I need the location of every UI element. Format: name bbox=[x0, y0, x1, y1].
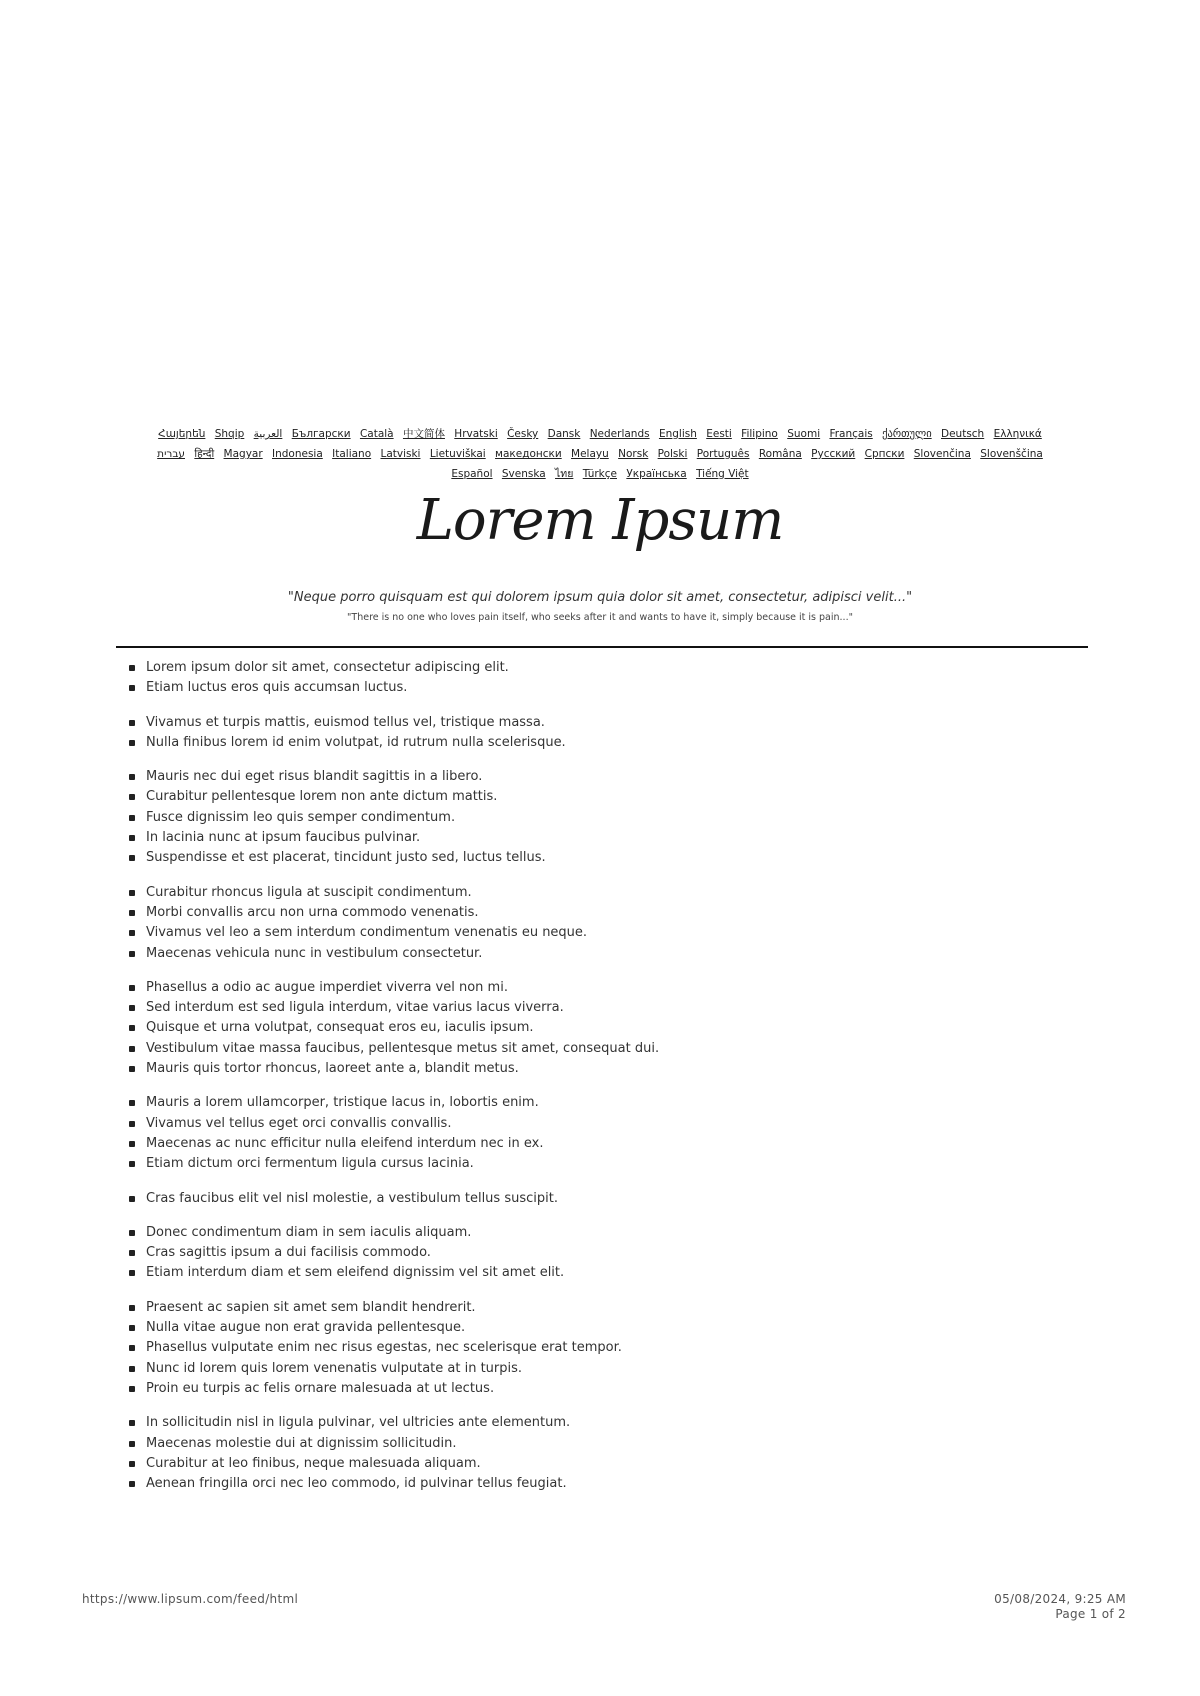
divider bbox=[116, 646, 1088, 648]
language-link[interactable]: Türkçe bbox=[582, 468, 617, 480]
bullet-list bbox=[116, 1223, 1076, 1284]
language-link[interactable]: Français bbox=[829, 428, 873, 440]
list-item: Etiam dictum orci fermentum ligula cursus lacinia. bbox=[146, 1154, 1076, 1174]
list-item: Cras sagittis ipsum a dui facilisis commodo. bbox=[146, 1243, 1076, 1263]
language-link[interactable]: हिन्दी bbox=[194, 448, 215, 460]
bullet-list bbox=[116, 883, 1076, 964]
list-item: Suspendisse et est placerat, tincidunt justo sed, luctus tellus. bbox=[146, 848, 1076, 868]
list-item: Vivamus vel tellus eget orci convallis convallis. bbox=[146, 1114, 1076, 1134]
language-link[interactable]: Suomi bbox=[787, 428, 821, 440]
language-link[interactable]: ქართული bbox=[882, 428, 932, 440]
language-link[interactable]: Indonesia bbox=[272, 448, 323, 460]
language-link[interactable]: Norsk bbox=[618, 448, 649, 460]
list-item: Nulla vitae augue non erat gravida pellentesque. bbox=[146, 1318, 1076, 1338]
list-item: Phasellus a odio ac augue imperdiet viverra vel non mi. bbox=[146, 978, 1076, 998]
language-link[interactable]: Português bbox=[696, 448, 750, 460]
bullet-list bbox=[116, 1189, 1076, 1209]
list-item: Curabitur at leo finibus, neque malesuada aliquam. bbox=[146, 1454, 1076, 1474]
list-item: Mauris nec dui eget risus blandit sagittis in a libero. bbox=[146, 767, 1076, 787]
language-link[interactable]: Româna bbox=[758, 448, 802, 460]
language-link[interactable]: Català bbox=[359, 428, 394, 440]
list-item: Fusce dignissim leo quis semper condimentum. bbox=[146, 808, 1076, 828]
footer-datetime: 05/08/2024, 9:25 AM bbox=[994, 1592, 1126, 1606]
list-item: Donec condimentum diam in sem iaculis aliquam. bbox=[146, 1223, 1076, 1243]
list-item: Praesent ac sapien sit amet sem blandit hendrerit. bbox=[146, 1298, 1076, 1318]
list-item: In lacinia nunc at ipsum faucibus pulvinar. bbox=[146, 828, 1076, 848]
list-item: Maecenas vehicula nunc in vestibulum consectetur. bbox=[146, 944, 1076, 964]
quote-translation: "There is no one who loves pain itself, who seeks after it and wants to have it, simply because it is pain..." bbox=[347, 612, 853, 623]
list-item: Sed interdum est sed ligula interdum, vitae varius lacus viverra. bbox=[146, 998, 1076, 1018]
list-item: Vivamus vel leo a sem interdum condimentum venenatis eu neque. bbox=[146, 923, 1076, 943]
language-link[interactable]: Dansk bbox=[547, 428, 581, 440]
language-link[interactable]: Italiano bbox=[332, 448, 372, 460]
page-title: Lorem Ipsum bbox=[416, 488, 784, 553]
list-item: Mauris a lorem ullamcorper, tristique lacus in, lobortis enim. bbox=[146, 1093, 1076, 1113]
list-item: Curabitur pellentesque lorem non ante dictum mattis. bbox=[146, 787, 1076, 807]
bullet-list bbox=[116, 1413, 1076, 1494]
list-item: Curabitur rhoncus ligula at suscipit condimentum. bbox=[146, 883, 1076, 903]
language-link[interactable]: Українська bbox=[626, 468, 687, 480]
list-item: Etiam luctus eros quis accumsan luctus. bbox=[146, 678, 1076, 698]
language-link[interactable]: Česky bbox=[507, 428, 539, 440]
footer-page-number: Page 1 of 2 bbox=[1055, 1607, 1126, 1621]
list-item: Mauris quis tortor rhoncus, laoreet ante a, blandit metus. bbox=[146, 1059, 1076, 1079]
lipsum-content bbox=[116, 656, 1076, 1508]
list-item: Maecenas ac nunc efficitur nulla eleifend interdum nec in ex. bbox=[146, 1134, 1076, 1154]
list-item: Nulla finibus lorem id enim volutpat, id rutrum nulla scelerisque. bbox=[146, 733, 1076, 753]
list-item: Etiam interdum diam et sem eleifend dignissim vel sit amet elit. bbox=[146, 1263, 1076, 1283]
bullet-list bbox=[116, 658, 1076, 699]
language-link[interactable]: Български bbox=[291, 428, 351, 440]
language-link[interactable]: العربية bbox=[253, 428, 283, 440]
list-item: Phasellus vulputate enim nec risus egestas, nec scelerisque erat tempor. bbox=[146, 1338, 1076, 1358]
language-link[interactable]: ไทย bbox=[555, 468, 574, 480]
language-bar bbox=[140, 424, 1060, 484]
language-link[interactable]: Tiếng Việt bbox=[696, 468, 749, 480]
language-link[interactable]: Deutsch bbox=[941, 428, 985, 440]
language-link[interactable]: Melayu bbox=[571, 448, 609, 460]
list-item: Cras faucibus elit vel nisl molestie, a vestibulum tellus suscipit. bbox=[146, 1189, 1076, 1209]
language-link[interactable]: Lietuviškai bbox=[429, 448, 486, 460]
language-link[interactable]: Nederlands bbox=[589, 428, 650, 440]
list-item: In sollicitudin nisl in ligula pulvinar, vel ultricies ante elementum. bbox=[146, 1413, 1076, 1433]
list-item: Maecenas molestie dui at dignissim sollicitudin. bbox=[146, 1434, 1076, 1454]
bullet-list bbox=[116, 713, 1076, 754]
footer-url: https://www.lipsum.com/feed/html bbox=[82, 1592, 299, 1606]
footer-info bbox=[994, 1592, 1126, 1622]
language-link[interactable]: Slovenčina bbox=[913, 448, 971, 460]
language-link[interactable]: Hrvatski bbox=[454, 428, 498, 440]
language-link[interactable]: Slovenščina bbox=[980, 448, 1043, 460]
list-item: Vestibulum vitae massa faucibus, pellentesque metus sit amet, consequat dui. bbox=[146, 1039, 1076, 1059]
bullet-list bbox=[116, 1298, 1076, 1399]
language-link[interactable]: 中文简体 bbox=[402, 428, 445, 440]
language-link[interactable]: Ελληνικά bbox=[993, 428, 1042, 440]
language-link[interactable]: English bbox=[658, 428, 697, 440]
list-item: Vivamus et turpis mattis, euismod tellus vel, tristique massa. bbox=[146, 713, 1076, 733]
language-link[interactable]: Հայերեն bbox=[158, 428, 206, 440]
bullet-list bbox=[116, 1093, 1076, 1174]
language-link[interactable]: Magyar bbox=[223, 448, 263, 460]
language-link[interactable]: Filipino bbox=[741, 428, 778, 440]
language-link[interactable]: Latviski bbox=[380, 448, 421, 460]
language-link[interactable]: Svenska bbox=[501, 468, 546, 480]
list-item: Proin eu turpis ac felis ornare malesuada at ut lectus. bbox=[146, 1379, 1076, 1399]
list-item: Quisque et urna volutpat, consequat eros eu, iaculis ipsum. bbox=[146, 1018, 1076, 1038]
language-link[interactable]: Polski bbox=[657, 448, 688, 460]
language-link[interactable]: Shqip bbox=[214, 428, 245, 440]
list-item: Aenean fringilla orci nec leo commodo, id pulvinar tellus feugiat. bbox=[146, 1474, 1076, 1494]
list-item: Morbi convallis arcu non urna commodo venenatis. bbox=[146, 903, 1076, 923]
bullet-list bbox=[116, 978, 1076, 1079]
bullet-list bbox=[116, 767, 1076, 868]
list-item: Lorem ipsum dolor sit amet, consectetur adipiscing elit. bbox=[146, 658, 1076, 678]
language-link[interactable]: македонски bbox=[495, 448, 562, 460]
list-item: Nunc id lorem quis lorem venenatis vulputate at in turpis. bbox=[146, 1359, 1076, 1379]
language-link[interactable]: Español bbox=[451, 468, 493, 480]
latin-quote: "Neque porro quisquam est qui dolorem ipsum quia dolor sit amet, consectetur, adipisci velit..." bbox=[287, 590, 913, 605]
language-link[interactable]: Pyccкий bbox=[811, 448, 856, 460]
language-link[interactable]: עברית bbox=[157, 448, 185, 460]
language-link[interactable]: Eesti bbox=[706, 428, 732, 440]
language-link[interactable]: Српски bbox=[864, 448, 905, 460]
